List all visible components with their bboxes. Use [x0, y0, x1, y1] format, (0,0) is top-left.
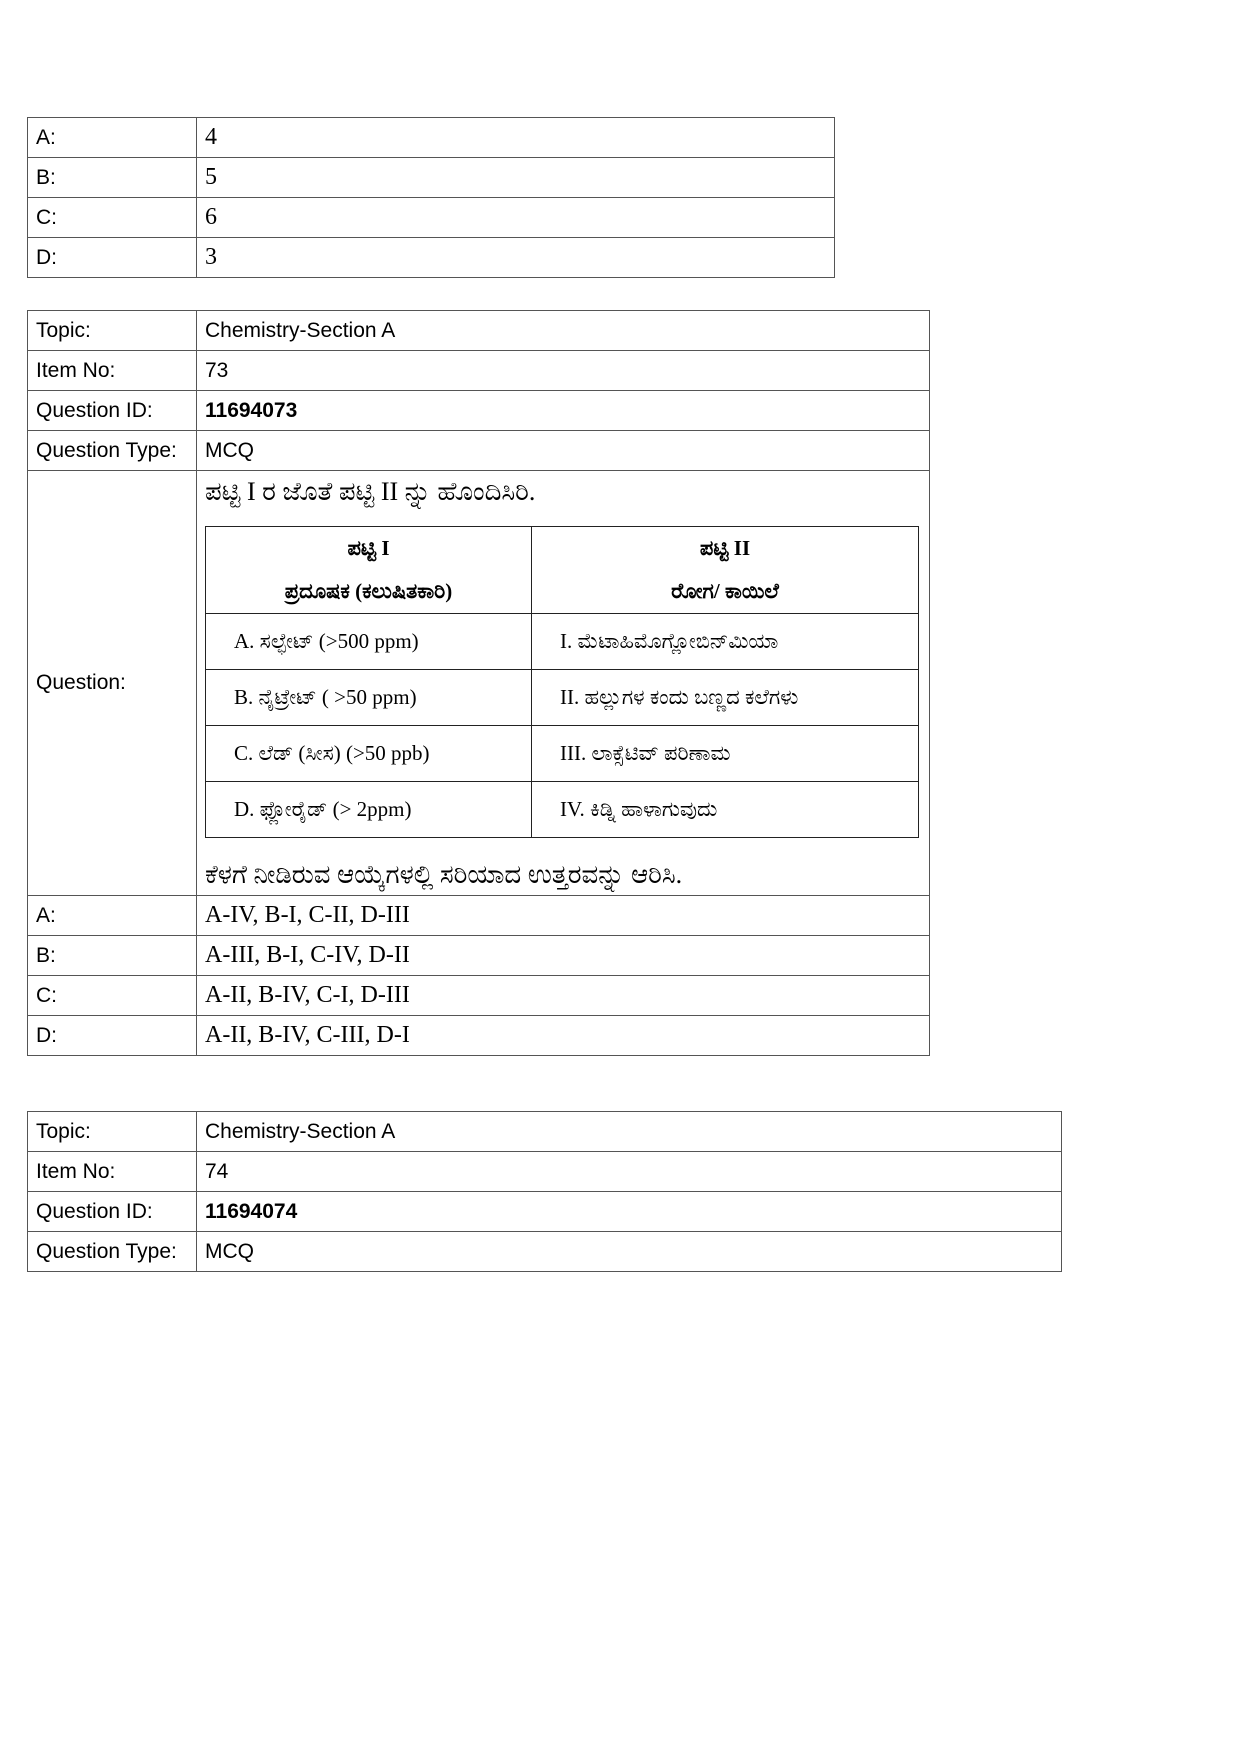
question-label: Question:: [28, 471, 197, 896]
question-type-row: [28, 431, 930, 471]
list-1-subtitle: ಪ್ರದೂಷಕ (ಕಲುಷಿತಕಾರಿ): [284, 579, 453, 603]
question-type-value: MCQ: [197, 431, 930, 471]
item-no-value: 74: [197, 1152, 1062, 1192]
option-value: A-III, B-I, C-IV, D-II: [197, 936, 930, 976]
option-value: 6: [197, 198, 835, 238]
match-row: [206, 726, 919, 782]
option-row-a: [28, 118, 835, 158]
question-id-row: [28, 1192, 1062, 1232]
option-label: B:: [28, 158, 197, 198]
option-label: D:: [28, 1016, 197, 1056]
item-no-row: [28, 1152, 1062, 1192]
item-no-row: [28, 351, 930, 391]
question-type-value: MCQ: [197, 1232, 1062, 1272]
question-type-row: [28, 1232, 1062, 1272]
list-2-subtitle: ರೋಗ/ ಕಾಯಿಲೆ: [671, 579, 779, 603]
option-row-c: [28, 198, 835, 238]
option-row-d: [28, 238, 835, 278]
question-row: [28, 471, 930, 896]
match-row: [206, 782, 919, 838]
question-id-value: 11694073: [197, 391, 930, 431]
option-label: A:: [28, 118, 197, 158]
match-row: [206, 614, 919, 670]
topic-label: Topic:: [28, 311, 197, 351]
match-left: B. ನೈಟ್ರೇಟ್ ( >50 ppm): [206, 670, 532, 726]
topic-row: [28, 1112, 1062, 1152]
question-type-label: Question Type:: [28, 1232, 197, 1272]
option-label: A:: [28, 896, 197, 936]
option-value: A-II, B-IV, C-III, D-I: [197, 1016, 930, 1056]
option-row-b: [28, 936, 930, 976]
match-row: [206, 670, 919, 726]
match-right: IV. ಕಿಡ್ನಿ ಹಾಳಾಗುವುದು: [532, 782, 919, 838]
question-intro: ಪಟ್ಟಿ I ರ ಜೊತೆ ಪಟ್ಟಿ II ನ್ನು ಹೊಂದಿಸಿರಿ.: [205, 477, 536, 506]
match-table: [205, 526, 919, 838]
question-body: [197, 471, 930, 896]
option-value: 4: [197, 118, 835, 158]
question-outro: ಕೆಳಗೆ ನೀಡಿರುವ ಆಯ್ಕೆಗಳಲ್ಲಿ ಸರಿಯಾದ ಉತ್ತರವನ್ನು ಆರಿಸಿ.: [205, 860, 683, 889]
option-label: C:: [28, 976, 197, 1016]
item-no-label: Item No:: [28, 1152, 197, 1192]
option-label: D:: [28, 238, 197, 278]
match-left: C. ಲೆಡ್ (ಸೀಸ) (>50 ppb): [206, 726, 532, 782]
match-header-list-2: [532, 527, 919, 614]
question-74-table: [27, 1111, 1062, 1272]
option-label: B:: [28, 936, 197, 976]
match-right: III. ಲಾಕ್ಸೆಟಿವ್ ಪರಿಣಾಮ: [532, 726, 919, 782]
question-type-label: Question Type:: [28, 431, 197, 471]
list-2-title: ಪಟ್ಟಿ II: [699, 536, 751, 560]
topic-value: Chemistry-Section A: [197, 311, 930, 351]
topic-label: Topic:: [28, 1112, 197, 1152]
previous-options-table: [27, 117, 835, 278]
match-right: II. ಹಲ್ಲುಗಳ ಕಂದು ಬಣ್ಣದ ಕಲೆಗಳು: [532, 670, 919, 726]
item-no-label: Item No:: [28, 351, 197, 391]
question-73-table: [27, 310, 930, 1056]
question-id-label: Question ID:: [28, 391, 197, 431]
option-row-a: [28, 896, 930, 936]
match-header-list-1: [206, 527, 532, 614]
option-label: C:: [28, 198, 197, 238]
item-no-value: 73: [197, 351, 930, 391]
option-value: 5: [197, 158, 835, 198]
question-id-value: 11694074: [197, 1192, 1062, 1232]
question-id-label: Question ID:: [28, 1192, 197, 1232]
option-row-b: [28, 158, 835, 198]
match-left: A. ಸಲ್ಫೇಟ್ (>500 ppm): [206, 614, 532, 670]
list-1-title: ಪಟ್ಟಿ I: [347, 536, 390, 560]
option-value: A-IV, B-I, C-II, D-III: [197, 896, 930, 936]
match-right: I. ಮೆಟಾಹಿಮೊಗ್ಲೋಬಿನ್‌ಮಿಯಾ: [532, 614, 919, 670]
match-header-row: [206, 527, 919, 614]
question-id-row: [28, 391, 930, 431]
option-row-c: [28, 976, 930, 1016]
topic-value: Chemistry-Section A: [197, 1112, 1062, 1152]
match-left: D. ಫ್ಲೋರೈಡ್ (> 2ppm): [206, 782, 532, 838]
option-row-d: [28, 1016, 930, 1056]
option-value: A-II, B-IV, C-I, D-III: [197, 976, 930, 1016]
option-value: 3: [197, 238, 835, 278]
topic-row: [28, 311, 930, 351]
